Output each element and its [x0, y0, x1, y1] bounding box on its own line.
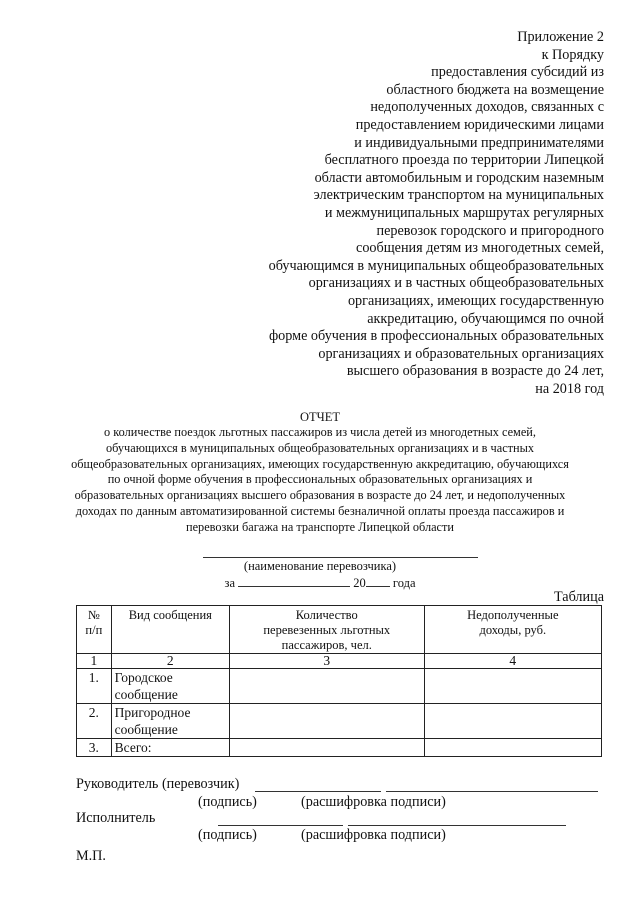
subtitle-line: образовательных организациях высшего образования в возрасте до 24 лет, и недополученных: [74, 488, 566, 503]
period-suffix: года: [392, 576, 416, 590]
subtitle-line: обучающихся в муниципальных общеобразовательных организациях и в частных: [105, 440, 535, 455]
appendix-line: областного бюджета на возмещение: [386, 81, 604, 98]
appendix-line: бесплатного проезда по территории Липецкой: [324, 152, 604, 169]
period-prefix: за: [224, 576, 235, 590]
appendix-line: и межмуниципальных маршрутах регулярных: [324, 204, 604, 221]
period-year-prefix: 20: [353, 576, 366, 590]
appendix-line: Приложение 2: [517, 29, 604, 45]
header-income: Недополученные доходы, руб.: [424, 606, 601, 654]
header-count: Количество перевезенных льготных пассажиров, чел.: [229, 606, 424, 654]
appendix-line: организациях и в частных общеобразовательных: [308, 275, 604, 292]
row-count-cell[interactable]: [229, 739, 424, 757]
head-signature-field[interactable]: [255, 791, 381, 792]
report-subtitle: [60, 425, 580, 536]
report-title: ОТЧЕТ: [299, 410, 341, 424]
carrier-caption: (наименование перевозчика): [243, 559, 397, 573]
period-line: [0, 575, 640, 591]
row-count-cell[interactable]: [229, 669, 424, 704]
executor-signature-field[interactable]: [218, 825, 343, 826]
executor-decode-caption: (расшифровка подписи): [301, 827, 446, 843]
appendix-line: области автомобильным и городским наземным: [314, 169, 604, 186]
column-number: 3: [229, 654, 424, 669]
appendix-line: и индивидуальными предпринимателями: [354, 134, 604, 151]
appendix-line: предоставлением юридическими лицами: [355, 116, 604, 133]
subtitle-line: о количестве поездок льготных пассажиров из числа детей из многодетных семей,: [104, 425, 536, 439]
table-label: Таблица: [553, 589, 604, 605]
stamp-label: М.П.: [76, 848, 106, 864]
row-number: 1.: [77, 669, 112, 704]
row-type: Городское сообщение: [111, 669, 229, 704]
appendix-line: обучающимся в муниципальных общеобразовательных: [268, 257, 604, 274]
executor-signature-caption: (подпись): [198, 827, 257, 843]
appendix-line: электрическим транспортом на муниципальных: [313, 187, 604, 204]
subtitle-line: по очной форме обучения в профессиональных образовательных организациях и: [107, 472, 533, 487]
row-type: Всего:: [111, 739, 229, 757]
row-type: Пригородное сообщение: [111, 704, 229, 739]
column-number: 1: [77, 654, 112, 669]
table-row: [77, 739, 602, 757]
appendix-line: форме обучения в профессиональных образовательных: [268, 328, 604, 345]
head-decode-caption: (расшифровка подписи): [301, 794, 446, 810]
header-number: № п/п: [77, 606, 112, 654]
row-income-cell[interactable]: [424, 739, 601, 757]
appendix-line: недополученных доходов, связанных с: [370, 99, 604, 116]
column-number: 4: [424, 654, 601, 669]
carrier-name-line[interactable]: [203, 557, 478, 558]
head-decode-field[interactable]: [386, 791, 598, 792]
table-row: [77, 669, 602, 704]
appendix-line: организациях, имеющих государственную: [347, 292, 604, 309]
row-count-cell[interactable]: [229, 704, 424, 739]
row-number: 3.: [77, 739, 112, 757]
table-header-row: [77, 606, 602, 654]
row-income-cell[interactable]: [424, 704, 601, 739]
appendix-line: на 2018 год: [535, 380, 604, 397]
row-income-cell[interactable]: [424, 669, 601, 704]
appendix-line: предоставления субсидий из: [431, 64, 604, 81]
head-signature-caption: (подпись): [198, 794, 257, 810]
column-numbers-row: [77, 654, 602, 669]
subtitle-line: доходах по данным автоматизированной системы безналичной оплаты проезда пассажиров и: [75, 503, 565, 518]
report-table: [76, 605, 602, 757]
subtitle-line: перевозки багажа на транспорте Липецкой области: [186, 519, 454, 534]
appendix-line: сообщения детям из многодетных семей,: [356, 240, 604, 257]
appendix-line: перевозок городского и пригородного: [376, 222, 604, 239]
table-row: [77, 704, 602, 739]
column-number: 2: [111, 654, 229, 669]
appendix-block: [204, 29, 604, 398]
appendix-line: организациях и образовательных организациях: [318, 345, 604, 362]
header-type: Вид сообщения: [111, 606, 229, 654]
head-signature-label: Руководитель (перевозчик): [76, 776, 240, 792]
period-year-field[interactable]: [366, 575, 390, 587]
period-month-field[interactable]: [238, 575, 350, 587]
executor-label: Исполнитель: [76, 810, 156, 826]
executor-decode-field[interactable]: [348, 825, 566, 826]
row-number: 2.: [77, 704, 112, 739]
appendix-line: аккредитацию, обучающимся по очной: [367, 310, 604, 327]
appendix-line: высшего образования в возрасте до 24 лет,: [346, 363, 604, 380]
appendix-line: к Порядку: [541, 46, 604, 63]
subtitle-line: общеобразовательных организациях, имеющих государственную аккредитацию, обучающихся: [71, 456, 569, 471]
